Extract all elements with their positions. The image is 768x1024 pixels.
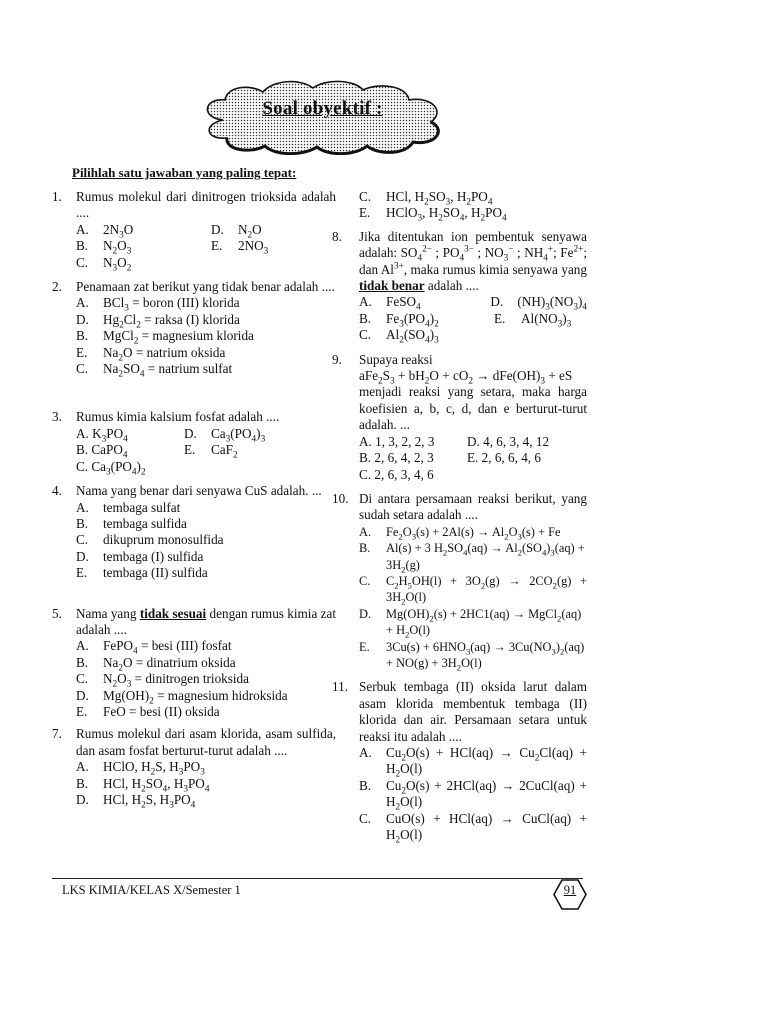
footer-label: LKS KIMIA/KELAS X/Semester 1 <box>62 883 241 897</box>
question-9: 9. Supaya reaksi $aFe_2S_3 + bH_2O + cO_2 \to dFe(OH)_3$ + eS menjadi reaksi yang setara, maka harga koefisien a, b, c, d, dan e berturut-turut adalah. ... A. 1, 3, 2, 2, 3 D. 4, 6, 3, 4, 12 B. 2, 6, 4, 2, 3 E. 2, 6, 6, 4, 6 C. 2, 6, 3, 4, 6 <box>332 351 587 482</box>
question-5: 5. Nama yang tidak sesuai dengan rumus kimia zat adalah .... A. FePO$_4$ = besi (III) fosfat B. $Na_2O$ = dinatrium oksida C. $N_2O_3$ = dinitrogen trioksida D. $Mg(OH)_2$ = magnesium hidroksida E. FeO = besi (II) oksida <box>52 605 337 719</box>
instruction-text: Pilihlah satu jawaban yang paling tepat: <box>72 165 297 180</box>
left-column <box>52 189 337 810</box>
question-7: 7. Rumus molekul dari asam klorida, asam sulfida, dan asam fosfat berturut-turut adalah .... A. HClO, $H_2S$, $H_3PO_3$ B. HCl, $H_2SO_4$, $H_3PO_4$ D. HCl, $H_2S$, $H_3PO_4$ <box>52 726 336 810</box>
question-10: 10. Di antara persamaan reaksi berikut, yang sudah setara adalah .... A. $Fe_2O_3(s) + 2Al(s) \to Al_2O_3(s) + Fe$ B. Al(s) + 3 $H_2SO_4(aq) \to Al_2(SO_4)_3(aq) + 3H_2(g)$ C. $C_2H_5OH(l) + 3O_2(g) \to 2CO_2(g) + 3H_2O(l)$ D. $Mg(OH)_2(s) + 2HC1(aq)$ → MgCl$_2$(aq) + $H_2O(l)$ E. $3Cu(s) + 6HNO_3(aq) \to 3Cu(NO_3)_2(aq) + NO(g) + 3H_2O(l)$ <box>332 490 587 673</box>
page-number: 91 <box>563 883 577 897</box>
question-11: 11. Serbuk tembaga (II) oksida larut dalam asam klorida membentuk tembaga (II) klorida dan air. Persamaan setara untuk reaksi itu adalah .... A. $Cu_2O(s) + HCl(aq) \to Cu_2Cl(aq) + H_2O(l)$ B. $Cu_2O(s) + 2HCl(aq)$ → 2CuCl(aq) + $H_2O(l)$ C. CuO(s) + HCl(aq) → CuCl(aq) + $H_2O(l)$ <box>332 679 587 845</box>
right-column <box>332 189 587 845</box>
question-2: 2. Penamaan zat berikut yang tidak benar adalah .... A. BCl$_3$ = boron (III) klorida D. $Hg_2Cl_2$ = raksa (I) klorida B. MgCl$_2$ = magnesium klorida E. $Na_2O$ = natrium oksida C. $Na_2SO_4$ = natrium sulfat <box>52 279 335 379</box>
question-8: 8. Jika ditentukan ion pembentuk senyawa adalah: $SO_4^{2-}$ ; $PO_4^{3-}$ ; $NO_3^-$ ; $NH_4^+$; $Fe^{2+}$; dan $Al^{3+}$, maka rumus kimia senyawa yang tidak benar adalah .... A. FeSO$_4$ D. $(NH)_3(NO_3)_4$ B. $Fe_3(PO_4)_2$ E. $Al(NO_3)_3$ C. $Al_2(SO_4)_3$ <box>332 228 587 345</box>
question-1: 1. Rumus molekul dari dinitrogen trioksida adalah .... A. $2N_3O$ D. $N_2O$ B. $N_2O_3$ E. $2NO_3$ C. $N_3O_2$ <box>52 189 336 273</box>
question-7-continued: C. HCl, $H_2SO_3$, $H_2PO_4$ E. HClO$_3$, $H_2SO_4$, $H_2PO_4$ <box>359 189 507 224</box>
question-4: 4. Nama yang benar dari senyawa CuS adalah. ... A. tembaga sulfat B. tembaga sulfida C. dikuprum monosulfida D. tembaga (I) sulfida E. tembaga (II) sulfida <box>52 483 322 581</box>
question-3: 3. Rumus kimia kalsium fosfat adalah .... A. $K_3PO_4$ D. $Ca_3(PO_4)_3$ B. CaPO$_4$ E. CaF$_2$ C. $Ca_3(PO_4)_2$ <box>52 409 280 477</box>
footer-divider <box>52 878 583 879</box>
page-title: Soal obyektif : <box>262 98 383 119</box>
